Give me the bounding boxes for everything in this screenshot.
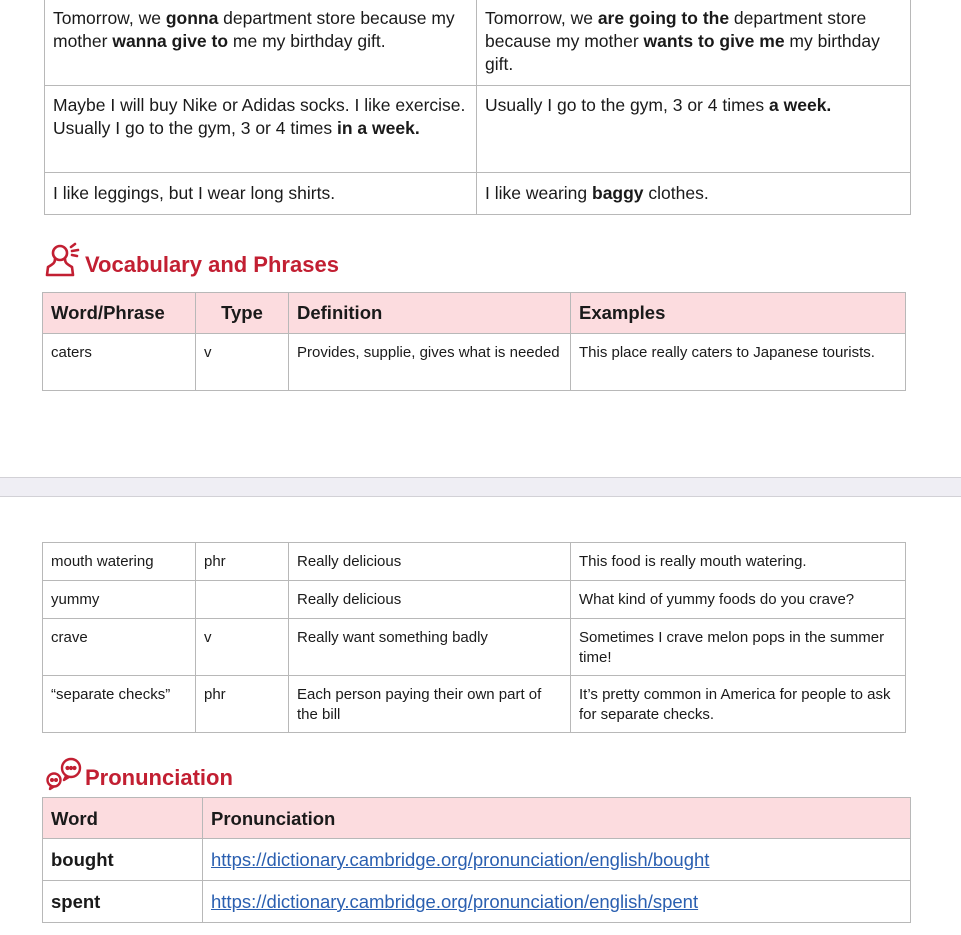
- pronunciation-link[interactable]: https://dictionary.cambridge.org/pronunciation/english/spent: [211, 891, 699, 912]
- sentence-text: department store because my mother: [485, 8, 867, 51]
- type-cell: phr: [196, 543, 289, 581]
- example-cell: This place really caters to Japanese tourists.: [571, 334, 906, 391]
- pronunciation-cell: [203, 881, 911, 923]
- word-cell: bought: [43, 839, 203, 881]
- sentence-text: department store because my mother: [53, 8, 455, 51]
- sentence-text: Maybe I will buy Nike or Adidas socks. I like exercise. Usually I go to the gym, 3 or 4 times: [53, 95, 466, 138]
- vocabulary-table-continued: [42, 542, 906, 733]
- column-header-type: Type: [196, 293, 289, 334]
- sentence-text: Usually I go to the gym, 3 or 4 times: [485, 95, 770, 115]
- highlighted-text: are going to the: [597, 8, 730, 28]
- type-cell: [196, 581, 289, 619]
- pronunciation-table: [42, 797, 911, 923]
- example-cell: What kind of yummy foods do you crave?: [571, 581, 906, 619]
- sentence-text: me my birthday gift.: [228, 31, 386, 51]
- sentence-text: Tomorrow, we: [53, 8, 166, 28]
- table-row: [45, 86, 911, 173]
- table-header-row: [43, 798, 911, 839]
- sentence-text: I like leggings, but I wear long shirts.: [53, 183, 336, 203]
- highlighted-text: gonna: [165, 8, 219, 28]
- word-cell: spent: [43, 881, 203, 923]
- word-cell: “separate checks”: [43, 676, 196, 733]
- sentence-text: clothes.: [643, 183, 709, 203]
- word-cell: caters: [43, 334, 196, 391]
- type-cell: v: [196, 619, 289, 676]
- table-row: [43, 676, 906, 733]
- type-cell: phr: [196, 676, 289, 733]
- original-sentence-cell: [45, 0, 477, 86]
- page-break: [0, 477, 961, 497]
- vocabulary-heading-text: Vocabulary and Phrases: [85, 252, 339, 277]
- corrected-sentence-cell: [477, 0, 911, 86]
- table-row: [45, 173, 911, 215]
- sentence-text: my birthday gift.: [485, 31, 880, 74]
- pronunciation-section-heading: [44, 755, 233, 791]
- speech-bubbles-icon: [44, 755, 84, 791]
- pronunciation-cell: [203, 839, 911, 881]
- table-row: [43, 334, 906, 391]
- example-cell: Sometimes I crave melon pops in the summer time!: [571, 619, 906, 676]
- corrected-sentence-cell: [477, 86, 911, 173]
- table-row: [43, 881, 911, 923]
- definition-cell: Really delicious: [289, 581, 571, 619]
- original-sentence-cell: [45, 86, 477, 173]
- highlighted-text: wants to give me: [643, 31, 785, 51]
- table-row: [43, 839, 911, 881]
- highlighted-text: in a week.: [337, 118, 420, 138]
- corrected-sentence-cell: [477, 173, 911, 215]
- type-cell: v: [196, 334, 289, 391]
- highlighted-text: a week.: [769, 95, 832, 115]
- column-header-pronunciation: Pronunciation: [203, 798, 911, 839]
- column-header-examples: Examples: [571, 293, 906, 334]
- word-cell: crave: [43, 619, 196, 676]
- corrections-table: [44, 0, 911, 215]
- table-header-row: [43, 293, 906, 334]
- definition-cell: Really delicious: [289, 543, 571, 581]
- definition-cell: Provides, supplie, gives what is needed: [289, 334, 571, 391]
- sentence-text: I like wearing: [485, 183, 592, 203]
- vocabulary-table: [42, 292, 906, 391]
- column-header-word: Word/Phrase: [43, 293, 196, 334]
- vocabulary-section-heading: [44, 242, 339, 278]
- table-row: [43, 581, 906, 619]
- definition-cell: Really want something badly: [289, 619, 571, 676]
- pronunciation-link[interactable]: https://dictionary.cambridge.org/pronunciation/english/bought: [211, 849, 710, 870]
- column-header-definition: Definition: [289, 293, 571, 334]
- table-row: [43, 543, 906, 581]
- table-row: [45, 0, 911, 86]
- word-cell: yummy: [43, 581, 196, 619]
- person-speaking-icon: [44, 242, 84, 278]
- sentence-text: Tomorrow, we: [485, 8, 598, 28]
- word-cell: mouth watering: [43, 543, 196, 581]
- table-row: [43, 619, 906, 676]
- highlighted-text: wanna give to: [112, 31, 229, 51]
- column-header-word: Word: [43, 798, 203, 839]
- example-cell: This food is really mouth watering.: [571, 543, 906, 581]
- pronunciation-heading-text: Pronunciation: [85, 765, 233, 790]
- definition-cell: Each person paying their own part of the bill: [289, 676, 571, 733]
- original-sentence-cell: [45, 173, 477, 215]
- highlighted-text: baggy: [592, 183, 644, 203]
- example-cell: It’s pretty common in America for people to ask for separate checks.: [571, 676, 906, 733]
